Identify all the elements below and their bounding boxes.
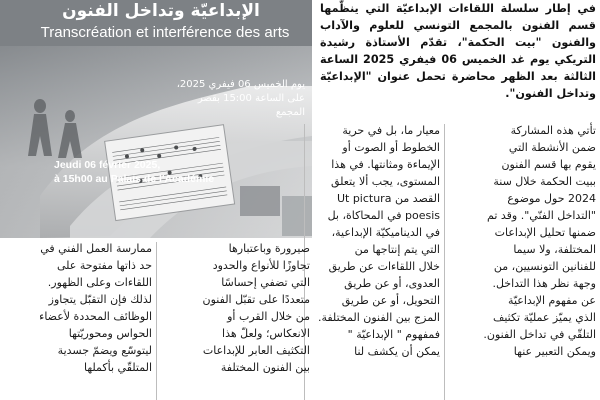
column-line: متعددًا على تقبّل الفنون bbox=[202, 293, 310, 306]
column-line: ببيت الحكمة خلال سنة bbox=[493, 175, 596, 188]
column-line: ممارسة العمل الفني في bbox=[40, 242, 152, 255]
column-line: التحويل، أو عن طريق bbox=[341, 294, 440, 307]
column-line: في الديناميكيّة الإبداعية، bbox=[331, 226, 440, 239]
column-line: التلقّي في تداخل الفنون. bbox=[483, 328, 596, 341]
column-line: صيرورة وباعتبارها bbox=[228, 242, 310, 255]
column-line: المزج بين الفنون المختلفة. bbox=[317, 311, 440, 324]
column-line: الخطوط أو الصوت أو bbox=[342, 141, 440, 154]
event-poster bbox=[0, 0, 312, 238]
column-line: خلال اللقاءات عن طريق bbox=[328, 260, 440, 273]
poster-title-arabic: الإبداعيّة وتداخل الفنون bbox=[62, 1, 260, 21]
column-line: عن مفهوم الإبداعيّة bbox=[508, 294, 596, 307]
column-line: بين الفنون المختلفة bbox=[220, 361, 310, 374]
column-line: اللقاءات وعلى الظهور. bbox=[47, 276, 152, 289]
column-line: التي يتم إنتاجها من bbox=[354, 243, 440, 256]
column-line: ضمن الأنشطة التي bbox=[508, 141, 596, 154]
poster-date-french-line2: à 15h00 au Palais de l'Académie bbox=[54, 173, 215, 185]
poster-date-french-line1: Jeudi 06 février 2025, bbox=[54, 159, 161, 171]
column-line: ويمكن التعبير عنها bbox=[513, 345, 596, 358]
article-lead-paragraph: في إطار سلسلة اللقاءات الإبداعيّة التي ينظّمها قسم الفنون بالمجمع التونسي للعلوم والآداب والفنون "بيت الحكمة"، تقدّم الأستاذة رشيدة التريكي يوم غد الخميس 06 فيفري 2025 الساعة الثالثة بعد الظهر محاضرة تحمل عنوان "الإبداعيّة وتداخل الفنون". bbox=[320, 2, 596, 100]
column-line: تأتي هذه المشاركة bbox=[510, 124, 596, 137]
column-line: التكثيف العابر للإبداعات bbox=[202, 344, 310, 357]
column-line: 2024 حول موضوع bbox=[507, 192, 596, 205]
column-line: poesis في المحاكاة، بل bbox=[327, 209, 440, 222]
column-divider bbox=[444, 124, 445, 400]
column-line: للفنانين التونسيين، من bbox=[493, 260, 596, 273]
column-line: العدوى، أو عن طريق bbox=[344, 277, 440, 290]
column-line: فمفهوم " الإبداعيّة " bbox=[347, 328, 440, 341]
column-line: وجهة نظر هذا التداخل. bbox=[492, 277, 596, 290]
column-line: المتلقّي بأكملها bbox=[83, 361, 152, 374]
column-line: يمكن أن يكشف لنا bbox=[354, 345, 440, 358]
column-line: الحواس ومحوريّتها bbox=[68, 327, 152, 340]
poster-date-arabic-line1: يوم الخميس 06 فيفري 2025، bbox=[176, 79, 305, 90]
column-line: "التداخل الفنّي". وقد تم bbox=[487, 209, 596, 222]
column-line: الذي يميّز عمليّة تكثيف bbox=[492, 311, 596, 324]
column-line: حد ذاتها مفتوحة على bbox=[56, 259, 152, 272]
column-line: الانعكاس؛ ولعلّ هذا bbox=[222, 327, 310, 340]
column-line: الإيماءة ومثانتها. في هذا bbox=[331, 158, 440, 171]
article-column-3 bbox=[160, 240, 310, 400]
column-divider bbox=[156, 242, 157, 400]
article-column-4 bbox=[0, 240, 152, 400]
column-line: التي تضفي إحساسًا bbox=[221, 276, 310, 289]
article-column-2 bbox=[308, 122, 440, 400]
column-line: معيار ما، بل في حرية bbox=[342, 124, 440, 137]
column-line: لذلك فإن التقبّل يتجاوز bbox=[48, 293, 152, 306]
poster-date-arabic-line2: على الساعة 15:00 بقصر المجمع bbox=[197, 93, 305, 118]
poster-title-french: Transcréation et interférence des arts bbox=[40, 24, 290, 41]
column-line: من خلال القرب أو bbox=[227, 310, 310, 323]
column-line: تجاوزًا للأنواع والحدود bbox=[212, 259, 310, 272]
poster-date-arabic bbox=[175, 78, 305, 120]
column-line: ليتوسّع ويضمّ جسدية bbox=[57, 344, 152, 357]
column-line: الوظائف المحددة لأعضاء bbox=[39, 310, 152, 323]
column-line: المستوى، يجب ألا يتعلق bbox=[330, 175, 440, 188]
column-line: المختلفة، ولا سيما bbox=[513, 243, 596, 256]
poster-date-french bbox=[54, 158, 274, 186]
column-line: يقوم بها قسم الفنون bbox=[501, 158, 596, 171]
poster-artwork bbox=[0, 46, 312, 238]
column-line: ضمنها تحليل الإبداعات bbox=[494, 226, 596, 239]
article-column-1 bbox=[448, 122, 596, 400]
column-line: القصد من Ut pictura bbox=[336, 192, 440, 205]
